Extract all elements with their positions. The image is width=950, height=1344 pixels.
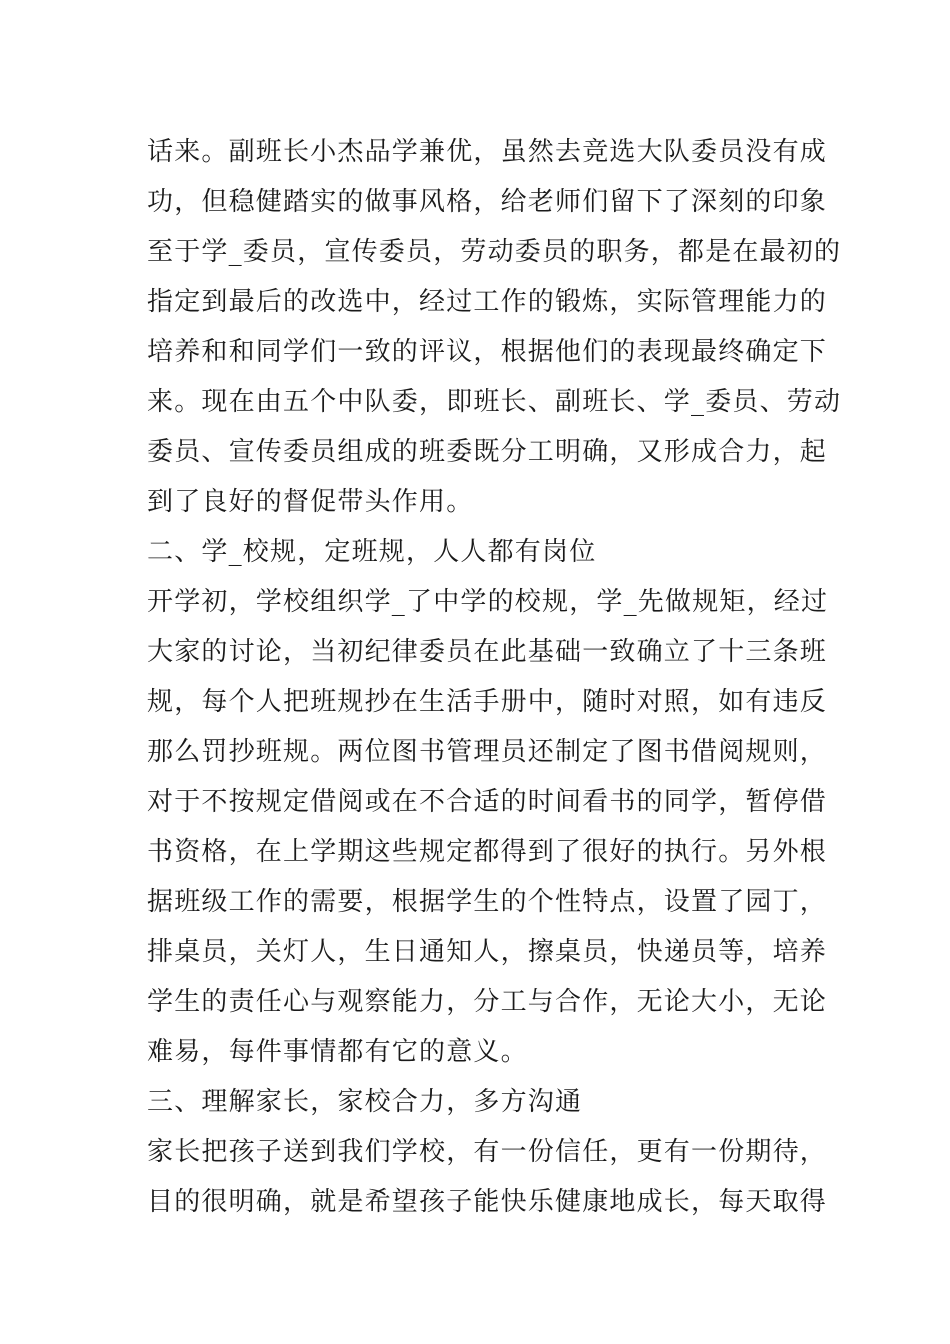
text-line: 据班级工作的需要，根据学生的个性特点，设置了园丁，	[147, 887, 828, 917]
text-line: 规，每个人把班规抄在生活手册中，随时对照，如有违反	[147, 687, 828, 717]
text-line: 开学初，学校组织学_了中学的校规，学_先做规矩，经过	[147, 587, 829, 617]
section-heading-2: 二、学_校规，定班规，人人都有岗位	[147, 537, 597, 567]
text-line: 来。现在由五个中队委，即班长、副班长、学_委员、劳动	[147, 387, 842, 417]
text-line: 目的很明确，就是希望孩子能快乐健康地成长，每天取得	[147, 1187, 828, 1217]
text-line: 那么罚抄班规。两位图书管理员还制定了图书借阅规则，	[147, 737, 828, 767]
text-line: 家长把孩子送到我们学校，有一份信任，更有一份期待，	[147, 1137, 828, 1167]
text-line: 功，但稳健踏实的做事风格，给老师们留下了深刻的印象	[147, 187, 828, 217]
text-line: 到了良好的督促带头作用。	[147, 487, 474, 517]
section-heading-3: 三、理解家长，家校合力，多方沟通	[147, 1087, 583, 1117]
text-line: 话来。副班长小杰品学兼优，虽然去竞选大队委员没有成	[147, 137, 828, 167]
text-line: 委员、宣传委员组成的班委既分工明确，又形成合力，起	[147, 437, 828, 467]
text-line: 大家的讨论，当初纪律委员在此基础一致确立了十三条班	[147, 637, 828, 667]
text-line: 书资格，在上学期这些规定都得到了很好的执行。另外根	[147, 837, 828, 867]
text-line: 难易，每件事情都有它的意义。	[147, 1037, 528, 1067]
text-line: 培养和和同学们一致的评议，根据他们的表现最终确定下	[147, 337, 828, 367]
text-line: 对于不按规定借阅或在不合适的时间看书的同学，暂停借	[147, 787, 828, 817]
text-line: 排桌员，关灯人，生日通知人，擦桌员，快递员等，培养	[147, 937, 828, 967]
text-line: 至于学_委员，宣传委员，劳动委员的职务，都是在最初的	[147, 237, 842, 267]
text-line: 指定到最后的改选中，经过工作的锻炼，实际管理能力的	[147, 287, 828, 317]
text-line: 学生的责任心与观察能力，分工与合作，无论大小，无论	[147, 987, 828, 1017]
